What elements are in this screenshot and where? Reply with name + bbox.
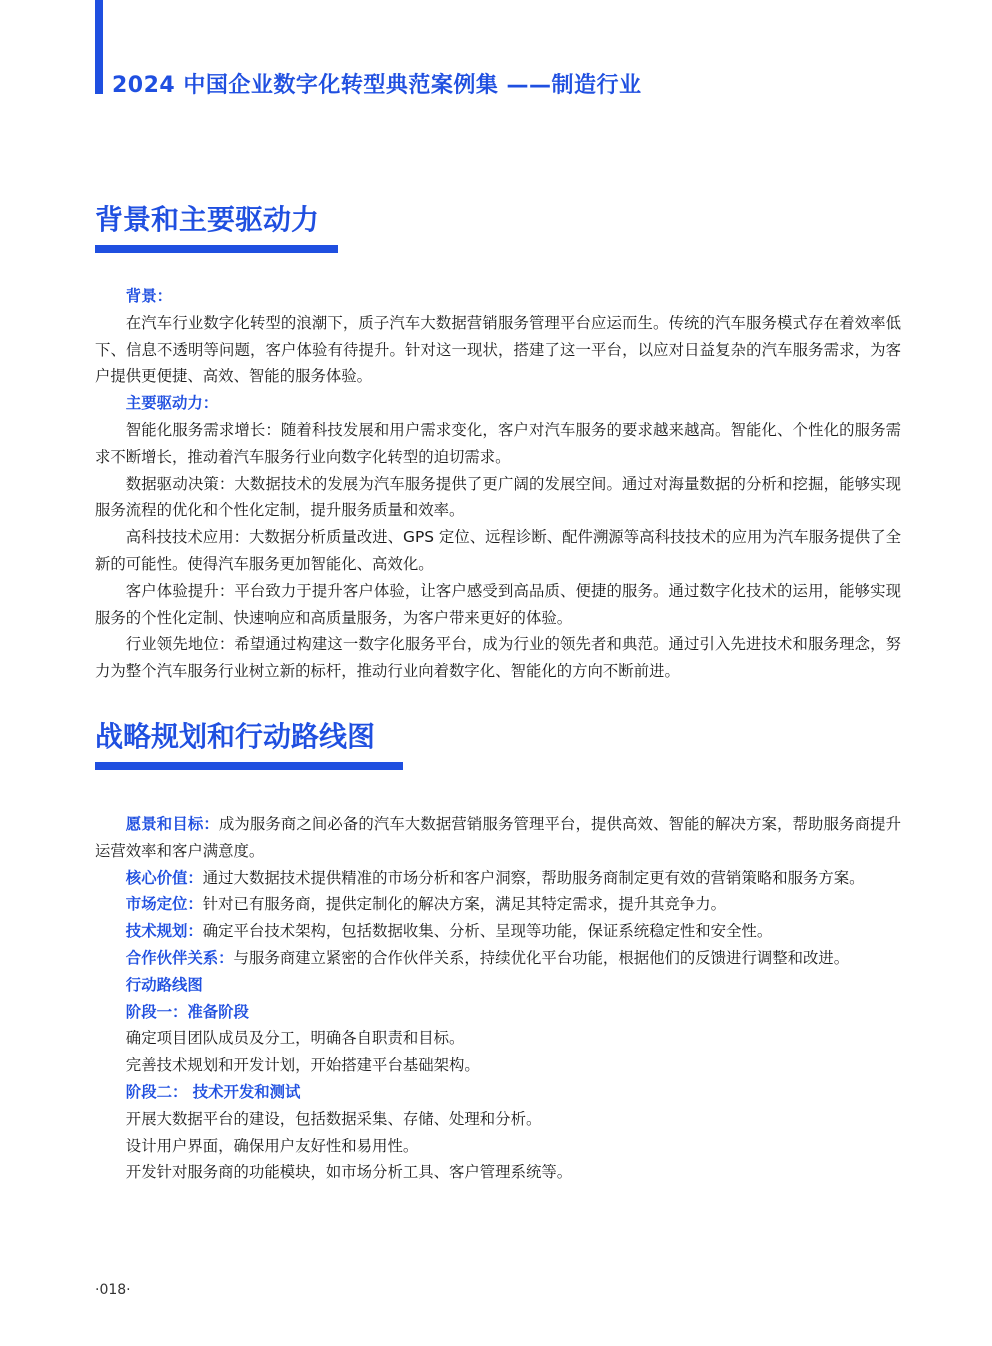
strategy-item-label: 合作伙伴关系： [125, 948, 234, 967]
phase1-item: 完善技术规划和开发计划，开始搭建平台基础架构。 [125, 1056, 480, 1075]
strategy-item-label: 愿景和目标： [125, 815, 219, 833]
driver-paragraph: 高科技技术应用：大数据分析质量改进、GPS 定位、远程诊断、配件溯源等高科技技术的应用为汽车服务提供了全新的可能性。使得汽车服务更加智能化、高效化。 [95, 528, 901, 573]
page-number: ·018· [95, 1282, 131, 1298]
phase2-item: 开发针对服务商的功能模块，如市场分析工具、客户管理系统等。 [125, 1163, 573, 1182]
strategy-item-text: 通过大数据技术提供精准的市场分析和客户洞察，帮助服务商制定更有效的营销策略和服务方案。 [202, 868, 865, 887]
phase2-label: 阶段二： 技术开发和测试 [125, 1082, 301, 1101]
section-background-body [95, 283, 901, 685]
drivers-label: 主要驱动力： [125, 394, 219, 413]
strategy-item [95, 945, 901, 972]
strategy-item [95, 891, 901, 918]
phase2-item: 设计用户界面，确保用户友好性和易用性。 [125, 1136, 419, 1155]
strategy-item [95, 865, 901, 892]
phase1-item: 确定项目团队成员及分工，明确各自职责和目标。 [125, 1029, 465, 1048]
strategy-item-text: 与服务商建立紧密的合作伙伴关系，持续优化平台功能，根据他们的反馈进行调整和改进。 [233, 948, 850, 967]
driver-paragraph: 行业领先地位：希望通过构建这一数字化服务平台，成为行业的领先者和典范。通过引入先进技术和服务理念，努力为整个汽车服务行业树立新的标杆，推动行业向着数字化、智能化的方向不断前进。 [95, 635, 901, 681]
phase1-label: 阶段一：准备阶段 [125, 1002, 249, 1021]
background-label-line [95, 283, 901, 310]
driver-paragraph: 智能化服务需求增长：随着科技发展和用户需求变化，客户对汽车服务的要求越来越高。智能化、个性化的服务需求不断增长，推动着汽车服务行业向数字化转型的迫切需求。 [95, 420, 901, 466]
strategy-item-label: 市场定位： [125, 895, 203, 914]
driver-paragraph: 客户体验提升：平台致力于提升客户体验，让客户感受到高品质、便捷的服务。通过数字化技术的运用，能够实现服务的个性化定制、快速响应和高质量服务，为客户带来更好的体验。 [95, 581, 901, 627]
strategy-item-label: 技术规划： [125, 922, 203, 941]
section-title-background: 背景和主要驱动力 [95, 203, 320, 236]
section-underline-strategy [95, 762, 403, 770]
driver-paragraph: 数据驱动决策：大数据技术的发展为汽车服务提供了更广阔的发展空间。通过对海量数据的分析和挖掘，能够实现服务流程的优化和个性化定制，提升服务质量和效率。 [95, 474, 901, 520]
header-title: 2024 中国企业数字化转型典范案例集 ——制造行业 [112, 73, 642, 98]
strategy-item-text: 针对已有服务商，提供定制化的解决方案，满足其特定需求，提升其竞争力。 [202, 895, 727, 914]
strategy-item [95, 918, 901, 945]
header-accent-bar [95, 0, 103, 94]
section-strategy-body [95, 811, 901, 1186]
strategy-item-label: 核心价值： [125, 868, 203, 887]
background-label: 背景： [125, 287, 172, 305]
strategy-item-text: 确定平台技术架构，包括数据收集、分析、呈现等功能，保证系统稳定性和安全性。 [202, 922, 773, 941]
drivers-label-line [95, 390, 901, 417]
strategy-item-text: 成为服务商之间必备的汽车大数据营销服务管理平台，提供高效、智能的解决方案，帮助服务商提升运营效率和客户满意度。 [95, 815, 901, 860]
strategy-item [95, 811, 901, 865]
section-title-strategy: 战略规划和行动路线图 [95, 720, 376, 753]
section-underline-background [95, 245, 338, 253]
background-paragraph: 在汽车行业数字化转型的浪潮下，质子汽车大数据营销服务管理平台应运而生。传统的汽车服务模式存在着效率低下、信息不透明等问题，客户体验有待提升。针对这一现状，搭建了这一平台，以应对日益复杂的汽车服务需求，为客户提供更便捷、高效、智能的服务体验。 [95, 313, 901, 386]
phase2-item: 开展大数据平台的建设，包括数据采集、存储、处理和分析。 [125, 1109, 542, 1128]
roadmap-label: 行动路线图 [125, 975, 203, 994]
